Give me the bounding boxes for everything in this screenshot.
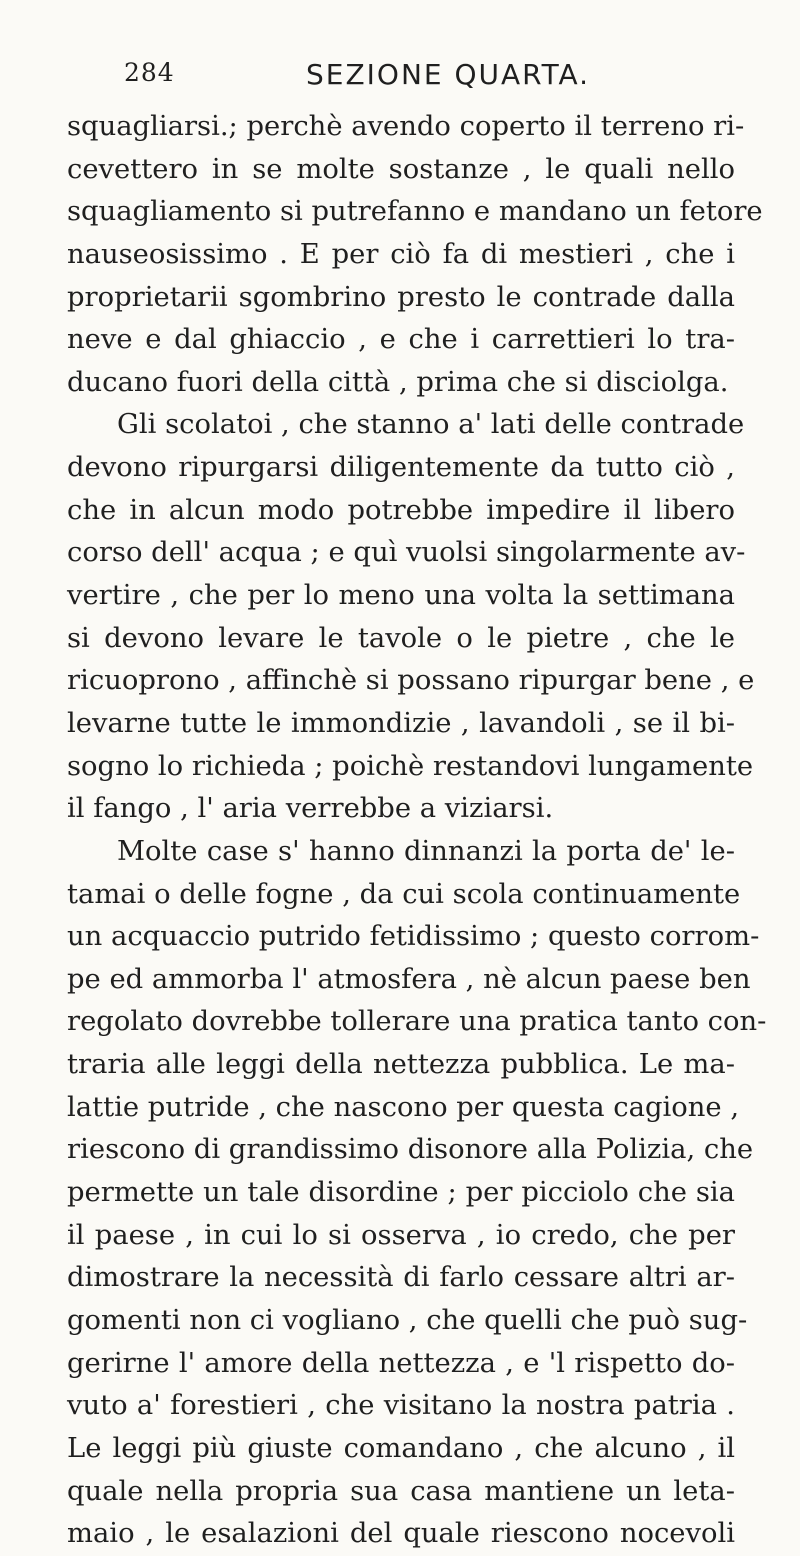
- text-line: squagliamento si putrefanno e mandano un fetore: [67, 196, 763, 228]
- text-line: cevettero in se molte sostanze , le quali nello: [67, 153, 735, 185]
- text-line: maio , le esalazioni del quale riescono nocevoli: [67, 1518, 735, 1550]
- text-line: lattie putride , che nascono per questa cagione ,: [67, 1091, 740, 1123]
- text-line: gomenti non ci vogliano , che quelli che può sug-: [67, 1304, 748, 1336]
- text-line: quale nella propria sua casa mantiene un leta-: [67, 1475, 735, 1507]
- text-line: regolato dovrebbe tollerare una pratica tanto con-: [67, 1006, 767, 1038]
- body-text: [67, 106, 767, 1556]
- text-line: si devono levare le tavole o le pietre , che le: [67, 622, 735, 654]
- text-line: gerirne l' amore della nettezza , e 'l rispetto do-: [67, 1347, 735, 1379]
- text-line: permette un tale disordine ; per picciolo che sia: [67, 1177, 735, 1209]
- text-line: riescono di grandissimo disonore alla Polizia, che: [67, 1134, 754, 1166]
- text-line: nauseosissimo . E per ciò fa di mestieri , che i: [67, 238, 735, 270]
- text-line: levarne tutte le immondizie , lavandoli , se il bi-: [67, 707, 735, 739]
- text-line: sogno lo richieda ; poichè restandovi lungamente: [67, 750, 754, 782]
- text-line: traria alle leggi della nettezza pubblica. Le ma-: [67, 1049, 735, 1081]
- text-line: corso dell' acqua ; e quì vuolsi singolarmente av-: [67, 537, 746, 569]
- text-line: ducano fuori della città , prima che si disciolga.: [67, 366, 729, 398]
- text-line: vertire , che per lo meno una volta la settimana: [67, 580, 735, 612]
- text-line: vuto a' forestieri , che visitano la nostra patria .: [67, 1390, 735, 1422]
- paragraph-start-line: Gli scolatoi , che stanno a' lati delle contrade: [117, 409, 745, 441]
- paragraph-start-line: Molte case s' hanno dinnanzi la porta de' le-: [117, 835, 735, 867]
- text-line: ricuoprono , affinchè si possano ripurgar bene , e: [67, 665, 755, 697]
- page-header: [124, 58, 684, 98]
- text-line: che in alcun modo potrebbe impedire il libero: [67, 494, 735, 526]
- text-line: tamai o delle fogne , da cui scola continuamente: [67, 878, 741, 910]
- page-number: 284: [124, 58, 175, 87]
- text-line: Le leggi più giuste comandano , che alcuno , il: [67, 1432, 735, 1464]
- text-line: il fango , l' aria verrebbe a viziarsi.: [67, 793, 554, 825]
- text-line: devono ripurgarsi diligentemente da tutto ciò ,: [67, 452, 735, 484]
- text-line: pe ed ammorba l' atmosfera , nè alcun paese ben: [67, 963, 751, 995]
- text-line: il paese , in cui lo si osserva , io credo, che per: [67, 1219, 735, 1251]
- running-head: SEZIONE QUARTA.: [306, 58, 591, 91]
- text-line: proprietarii sgombrino presto le contrade dalla: [67, 281, 735, 313]
- text-line: neve e dal ghiaccio , e che i carrettieri lo tra-: [67, 324, 735, 356]
- text-line: squagliarsi.; perchè avendo coperto il terreno ri-: [67, 111, 745, 142]
- text-line: un acquaccio putrido fetidissimo ; questo corrom-: [67, 921, 760, 953]
- text-line: dimostrare la necessità di farlo cessare altri ar-: [67, 1262, 735, 1294]
